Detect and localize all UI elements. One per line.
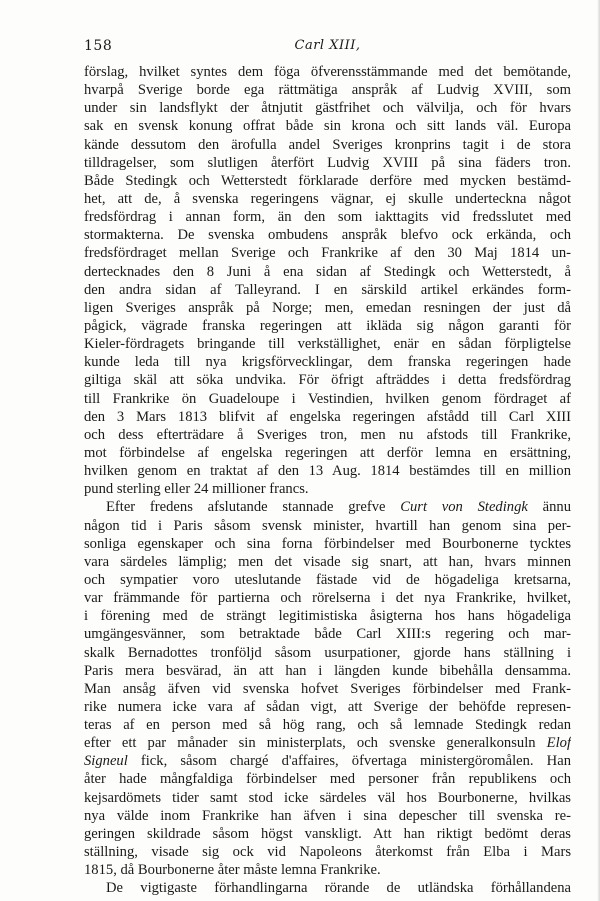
text-line: fredsfördraget mellan Sverige och Frankrike af den 30 Maj 1814 un-: [84, 245, 571, 262]
text-line: fredsfördrag i annan form, än den som iakttagits vid fredsslutet med: [84, 209, 571, 226]
text-line: tilldragelser, som slutligen återfört Ludvig XVIII på sina fäders tron.: [84, 154, 571, 171]
text-line: sak en svensk konung offrat både sin krona och sitt lands väl. Europa: [84, 118, 571, 135]
text-line: Efter fredens afslutande stannade grefve Curt von Stedingk ännu: [106, 499, 571, 516]
text-line: åter hade mångfaldiga förbindelser med personer från republikens och: [84, 771, 571, 788]
text-line: De vigtigaste förhandlingarna rörande de utländska förhållandena: [106, 880, 571, 897]
text-line: giltiga skäl att söka undvika. För öfrigt afträddes i detta fredsfördrag: [84, 372, 571, 389]
text-line: stormakterna. De svenska ombudens anspråk blefvo ock erkända, och: [84, 227, 571, 244]
text-line: Signeul fick, såsom chargé d'affaires, öfvertaga ministergöromålen. Han: [84, 753, 571, 770]
text-line: skalk Bernadottes tronföljd såsom usurpationer, gjorde hans ställning i: [84, 644, 571, 661]
text-line: hvilken genom en traktat af den 13 Aug. 1814 bestämdes till en million: [84, 463, 571, 480]
italic-name: Signeul: [84, 753, 128, 770]
text-line: sonliga egenskaper och sina forna förbindelser med Bourbonerne tycktes: [84, 535, 571, 552]
text-line: umgängesvänner, som betraktade både Carl XIII:s regering och mar-: [84, 626, 571, 643]
text-line: mot förbindelse af engelska regeringen att derför lemna en ersättning,: [84, 444, 571, 461]
italic-name: Elof: [546, 735, 571, 752]
text-line: het, att de, å svenska regeringens vägnar, ej skulle underteckna något: [84, 190, 571, 207]
text-line: kunde leda till nya krigsförvecklingar, dem franska regeringen hade: [84, 354, 571, 371]
text-line: förslag, hvilket syntes dem föga öfverensstämmande med det bemötande,: [84, 64, 571, 80]
text-line: Man ansåg äfven vid svenska hofvet Sveriges förbindelser med Frank-: [84, 680, 571, 697]
text-line: den andra sidan af Talleyrand. I en särskild artikel erkändes form-: [84, 281, 571, 298]
text-line: 1815, då Bourbonerne åter måste lemna Frankrike.: [84, 862, 381, 879]
text-line: någon tid i Paris såsom svensk minister, hvartill han genom sina per-: [84, 517, 571, 534]
text-line: rike numera icke vara af sådan vigt, att Sverige der behöfde represen-: [84, 698, 571, 715]
text-line: ställning, visade sig ock vid Napoleons återkomst från Elba i Mars: [84, 844, 571, 861]
text-line: geringen skildrade såsom högst vanskligt. Att han riktigt bedömt deras: [84, 825, 571, 842]
text-line: och sympatier voro uteslutande fästade vid de högadeliga kretsarna,: [84, 571, 571, 588]
text-line: den 3 Mars 1813 blifvit af engelska regeringen afstådd till Carl XIII: [84, 408, 571, 425]
running-title: Carl XIII,: [294, 38, 361, 53]
text-line: pågick, vägrade franska regeringen att ikläda sig någon garanti för: [84, 317, 571, 334]
text-line: Kieler-fördragets bringande till verkställighet, enär en sådan förpligtelse: [84, 336, 571, 353]
text-line: Både Stedingk och Wetterstedt förklarade derföre med mycken bestämd-: [84, 172, 571, 189]
text-line: hvarpå Sverige borde ega rättmätiga anspråk af Ludvig XVIII, som: [84, 82, 571, 99]
text-line: i förening med de strängt legitimistiska åsigterna hos hans högadeliga: [84, 608, 571, 625]
text-line: var främmande för partierna och rörelserna i det nya Frankrike, hvilket,: [84, 590, 571, 607]
page-number: 158: [84, 38, 113, 54]
paragraph: [84, 498, 571, 879]
paragraph: [84, 879, 571, 897]
body-text: [84, 63, 571, 897]
text-line: ligen Sveriges anspråk på Norge; men, emedan resningen der just då: [84, 299, 571, 316]
text-line: nya välde inom Frankrike han äfven i sina depescher till svenska re-: [84, 807, 571, 824]
text-line: under sin landsflykt der åtnjutit gästfrihet och välvilja, och för hvars: [84, 100, 571, 117]
text-line: och dess efterträdare å Sveriges tron, men nu afstods till Frankrike,: [84, 426, 571, 443]
text-line: dertecknades den 8 Juni å ena sidan af Stedingk och Wetterstedt, å: [84, 263, 571, 280]
text-line: pund sterling eller 24 millioner francs.: [84, 481, 309, 498]
text-line: kejsardömets tider samt stod icke särdeles väl hos Bourbonerne, hvilkas: [84, 789, 571, 806]
paragraph: [84, 63, 571, 498]
text-line: vara särdeles lämplig; men det visade sig snart, att han, hvars minnen: [84, 553, 571, 570]
text-line: till Frankrike ön Guadeloupe i Vestindien, hvilken genom fördraget af: [84, 390, 571, 407]
text-line: teras af en person med så hög rang, och så lemnade Stedingk redan: [84, 717, 571, 734]
italic-name: Curt von Stedingk: [400, 499, 528, 516]
page-header: [84, 38, 571, 56]
text-line: Paris mera besvärad, än att han i längden kunde bibehålla densamma.: [84, 662, 571, 679]
text-line: kände dessutom den ärofulla andel Sveriges kronprins tagit i de stora: [84, 136, 571, 153]
text-line: efter ett par månader sin ministerplats, och svenske generalkonsuln Elof: [84, 735, 571, 752]
